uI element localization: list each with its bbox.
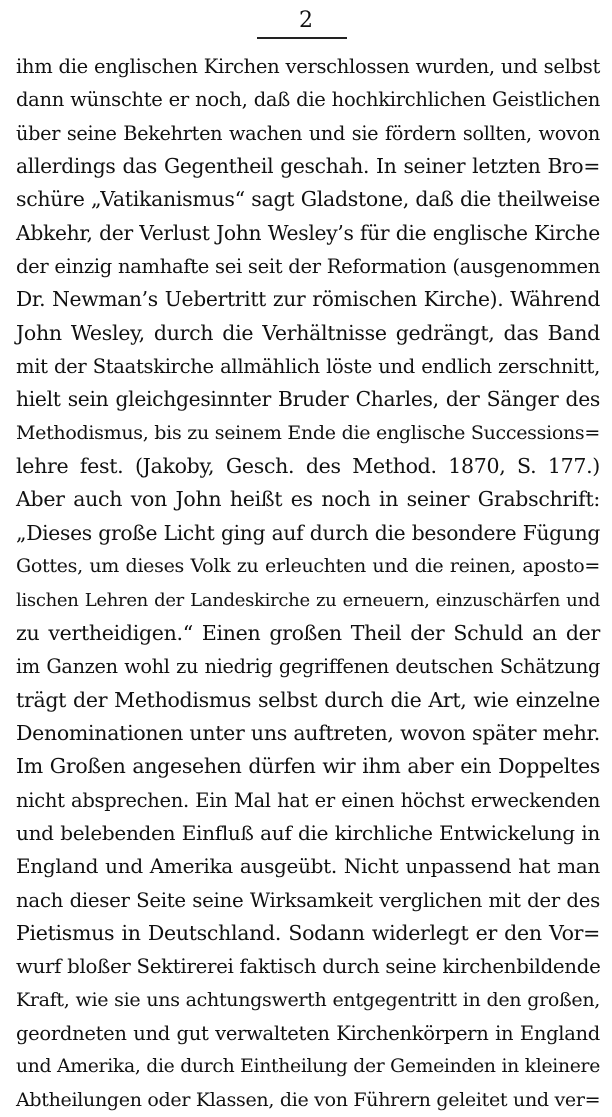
text-line: lischen Lehren der Landeskirche zu erneuern, einzuschärfen und	[16, 589, 600, 611]
text-line: schüre „Vatikanismus“ sagt Gladstone, daß die theilweise	[16, 187, 600, 212]
text-line: und belebenden Einfluß auf die kirchliche Entwickelung in	[16, 820, 600, 845]
text-line: und Amerika, die durch Eintheilung der Gemeinden in kleinere	[16, 1056, 600, 1078]
text-line: nicht absprechen. Ein Mal hat er einen höchst erweckenden	[16, 788, 600, 812]
text-line: „Dieses große Licht ging auf durch die besondere Fügung	[16, 520, 600, 545]
text-line: nach dieser Seite seine Wirksamkeit verglichen mit der des	[16, 888, 600, 912]
text-line: Im Großen angesehen dürfen wir ihm aber ein Doppeltes	[16, 754, 600, 779]
text-line: wurf bloßer Sektirerei faktisch durch seine kirchenbildende	[16, 955, 601, 979]
text-line: hielt sein gleichgesinnter Bruder Charles, der Sänger des	[16, 387, 600, 412]
text-line: Abkehr, der Verlust John Wesley’s für die englische Kirche	[16, 220, 600, 245]
page-number: 2	[299, 8, 313, 33]
body-text	[16, 50, 600, 1117]
text-line: dann wünschte er noch, daß die hochkirchlichen Geistlichen	[16, 88, 600, 112]
text-line: Abtheilungen oder Klassen, die von Führern geleitet und ver=	[16, 1088, 601, 1111]
text-line: lehre fest. (Jakoby, Gesch. des Method. 1870, S. 177.)	[16, 454, 600, 479]
text-line: England und Amerika ausgeübt. Nicht unpassend hat man	[16, 854, 600, 879]
text-line: Aber auch von John heißt es noch in seiner Grabschrift:	[16, 487, 600, 512]
text-line: Denominationen unter uns auftreten, wovon später mehr.	[16, 720, 600, 745]
text-line: über seine Bekehrten wachen und sie fördern sollten, wovon	[16, 121, 600, 145]
text-line: trägt der Methodismus selbst durch die Art, wie einzelne	[16, 687, 600, 712]
text-line: Gottes, um dieses Volk zu erleuchten und die reinen, aposto=	[16, 555, 600, 578]
text-line: der einzig namhafte sei seit der Reformation (ausgenommen	[16, 255, 600, 279]
text-line: Dr. Newman’s Uebertritt zur römischen Kirche). Während	[16, 287, 600, 312]
header-rule	[257, 37, 347, 39]
text-line: Methodismus, bis zu seinem Ende die englische Successions=	[16, 421, 600, 444]
text-line: Pietismus in Deutschland. Sodann widerlegt er den Vor=	[16, 920, 600, 945]
text-line: zu vertheidigen.“ Einen großen Theil der Schuld an der	[16, 620, 600, 645]
text-line: im Ganzen wohl zu niedrig gegriffenen deutschen Schätzung	[16, 655, 600, 679]
text-line: Kraft, wie sie uns achtungswerth entgegentritt in den großen,	[16, 988, 600, 1011]
text-line: John Wesley, durch die Verhältnisse gedrängt, das Band	[16, 320, 600, 345]
text-line: geordneten und gut verwalteten Kirchenkörpern in England	[16, 1021, 600, 1045]
text-line: ihm die englischen Kirchen verschlossen wurden, und selbst	[16, 55, 600, 78]
text-line: allerdings das Gegentheil geschah. In seiner letzten Bro=	[16, 154, 600, 179]
text-line: mit der Staatskirche allmählich löste und endlich zerschnitt,	[16, 355, 600, 379]
